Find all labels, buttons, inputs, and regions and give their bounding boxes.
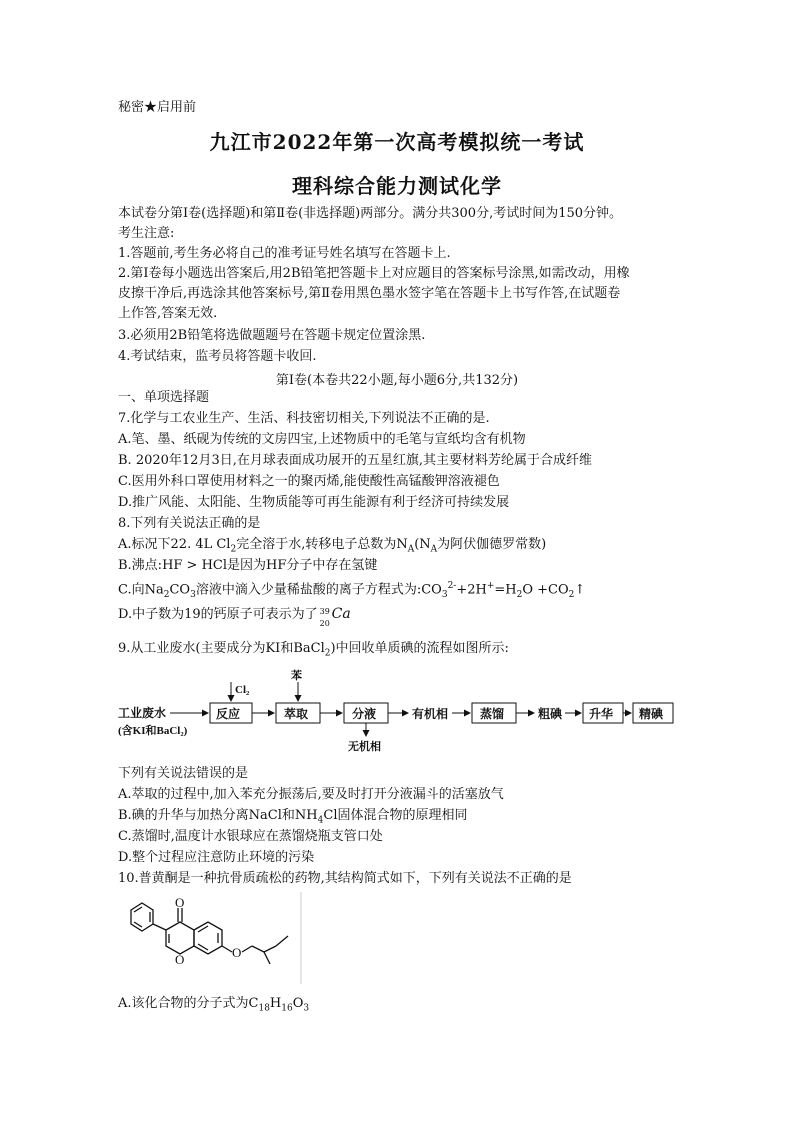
flow-step-sublimation-label: 升华 [589, 707, 614, 721]
flow-reagent-cl2: Cl₂ [235, 684, 250, 696]
exam-subtitle: 理科综合能力测试化学 [292, 174, 502, 198]
ipriflavone-structure [118, 892, 302, 984]
q10-stem: 10.普黄酮是一种抗骨质疏松的药物,其结构简式如下，下列有关说法不正确的是 [118, 871, 572, 886]
q9-option-a: A.萃取的过程中,加入苯充分振荡后,要及时打开分液漏斗的活塞放气 [118, 787, 504, 802]
flow-inorganic-phase: 无机相 [348, 741, 381, 752]
q7-option-c: C.医用外科口罩使用材料之一的聚丙烯,能使酸性高锰酸钾溶液褪色 [118, 474, 500, 489]
notice-item-2-cont: 皮擦干净后,再选涂其他答案标号,第Ⅱ卷用黑色墨水签字笔在答题卡上书写作答,在试题卷 [118, 286, 621, 301]
q9-option-b: B.碘的升华与加热分离NaCl和$NH_4Cl$固体混合物的原理相同 [118, 808, 468, 826]
q10-option-a: A.该化合物的分子式为$C_{18}H_{16}O_3$ [118, 996, 310, 1014]
flow-source-label: 工业废水 [118, 706, 167, 720]
intro-line: 本试卷分第Ⅰ卷(选择题)和第Ⅱ卷(非选择题)两部分。满分共300分,考试时间为150分钟。 [118, 206, 623, 221]
flow-step-extraction-label: 萃取 [284, 707, 309, 721]
notice-item-1: 1.答题前,考生务必将自己的准考证号姓名填写在答题卡上. [118, 246, 451, 261]
notice-item-4: 4.考试结束，监考员将答题卡收回. [118, 349, 317, 364]
confidential-mark: 秘密★启用前 [118, 100, 197, 115]
notice-item-2: 2.第Ⅰ卷每小题选出答案后,用2B铅笔把答题卡上对应题目的答案标号涂黑,如需改动，用橡 [118, 266, 630, 281]
q8-stem: 8.下列有关说法正确的是 [118, 516, 261, 531]
exam-title: 九江市2022年第一次高考模拟统一考试 [209, 130, 585, 154]
flow-product-label: 精碘 [639, 707, 664, 721]
q9-question: 下列有关说法错误的是 [118, 766, 249, 781]
notice-item-2-cont: 上作答,答案无效. [118, 306, 218, 321]
iodine-recovery-flowchart [118, 668, 674, 752]
q9-option-c: C.蒸馏时,温度计水银球应在蒸馏烧瓶支管口处 [118, 829, 383, 844]
flow-source-detail: (含KI和BaCl₂) [118, 725, 188, 737]
ring-oxygen: O [175, 952, 185, 967]
q8-option-d: D.中子数为19的钙原子可表示为了 39 20 Ca [118, 606, 351, 628]
q7-stem: 7.化学与工农业生产、生活、科技密切相关,下列说法不正确的是. [118, 411, 490, 426]
part-title: 一、单项选择题 [118, 390, 210, 405]
q7-option-b: B. 2020年12月3日,在月球表面成功展开的五星红旗,其主要材料芳纶属于合成纤维 [118, 453, 592, 468]
q8-option-b: B.沸点:HF > HCl是因为HF分子中存在氢键 [118, 558, 378, 573]
flow-organic-phase: 有机相 [412, 707, 449, 721]
q8-option-a: A.标况下22. 4L $Cl_2$完全溶于水,转移电子总数为$N_A(N_A$为阿伏伽德罗常数) [118, 537, 547, 555]
flow-crude-iodine: 粗碘 [538, 707, 563, 721]
isotope-notation: 39 20 [319, 607, 330, 628]
q8-option-c: C.向$Na_2CO_3$溶液中滴入少量稀盐酸的离子方程式为$:CO_3^{2-}+2H^+=H_2O$ $+CO_2↑$ [118, 581, 586, 600]
flow-reagent-benzene: 苯 [291, 670, 302, 682]
notice-item-3: 3.必须用2B铅笔将选做题题号在答题卡规定位置涂黑. [118, 328, 426, 343]
flow-step-reaction-label: 反应 [216, 707, 241, 721]
flow-step-separation-label: 分液 [352, 707, 377, 721]
q7-option-a: A.笔、墨、纸砚为传统的文房四宝,上述物质中的毛笔与宣纸均含有机物 [118, 432, 526, 447]
ether-oxygen: O [232, 945, 242, 960]
notice-heading: 考生注意: [118, 226, 175, 241]
q9-stem: 9.从工业废水(主要成分为KI和BaCl$_2$)中回收单质碘的流程如图所示: [118, 641, 509, 659]
carbonyl-oxygen: O [175, 895, 185, 910]
volume-title: 第Ⅰ卷(本卷共22小题,每小题6分,共132分) [275, 373, 519, 388]
flow-step-distillation-label: 蒸馏 [480, 707, 505, 721]
q7-option-d: D.推广风能、太阳能、生物质能等可再生能源有利于经济可持续发展 [118, 495, 510, 510]
q9-option-d: D.整个过程应注意防止环境的污染 [118, 850, 315, 865]
